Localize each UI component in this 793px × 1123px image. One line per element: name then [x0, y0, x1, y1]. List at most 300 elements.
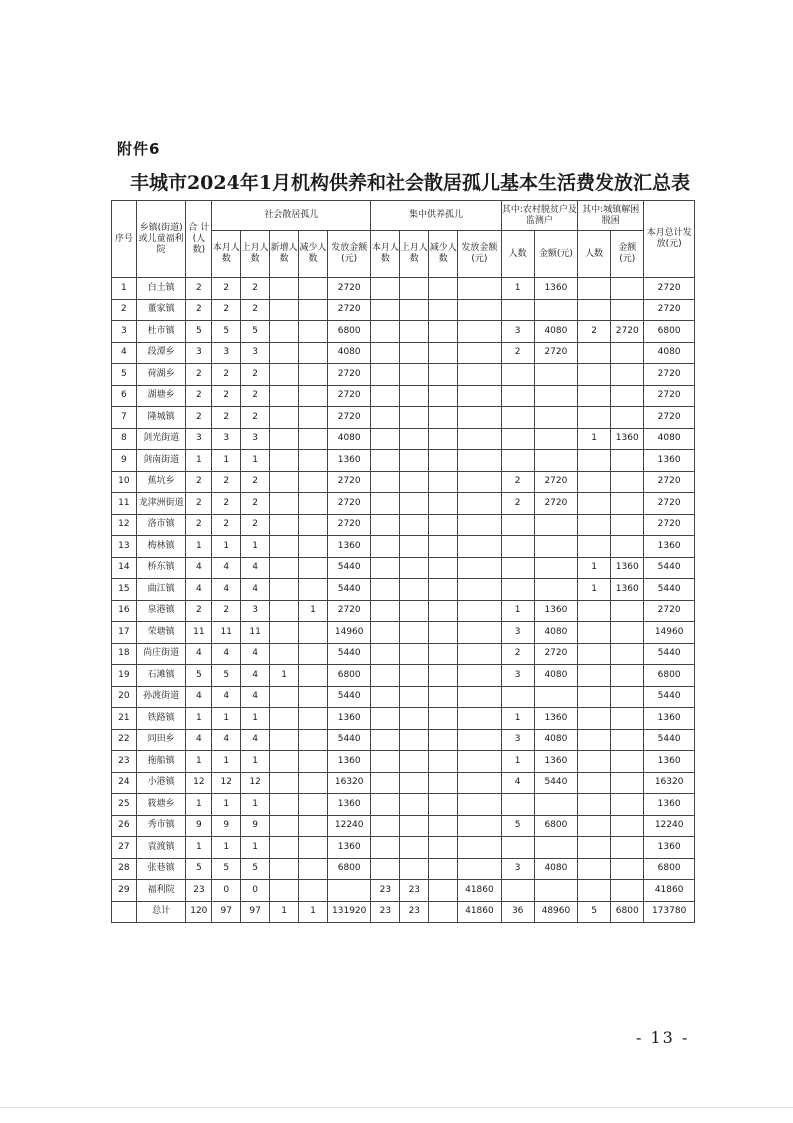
table-cell	[371, 600, 400, 622]
table-cell: 1	[578, 557, 611, 579]
table-cell: 梅林镇	[136, 536, 186, 558]
table-cell: 2720	[327, 364, 370, 386]
table-cell	[458, 514, 501, 536]
table-cell	[429, 321, 458, 343]
table-cell	[501, 299, 534, 321]
header-row-1	[112, 201, 695, 231]
table-cell: 5	[241, 858, 270, 880]
table-cell	[458, 772, 501, 794]
table-row	[112, 536, 695, 558]
table-cell: 2	[212, 471, 241, 493]
table-cell: 1	[186, 708, 212, 730]
table-cell	[270, 579, 299, 601]
table-cell: 2720	[644, 299, 695, 321]
table-cell: 5	[212, 858, 241, 880]
table-cell: 24	[112, 772, 137, 794]
table-cell	[400, 407, 429, 429]
table-cell	[270, 536, 299, 558]
table-cell: 4	[212, 686, 241, 708]
table-cell	[534, 536, 577, 558]
table-cell	[458, 729, 501, 751]
table-cell	[371, 622, 400, 644]
table-cell	[534, 407, 577, 429]
table-cell: 5440	[327, 557, 370, 579]
table-cell	[578, 751, 611, 773]
table-cell: 1360	[327, 450, 370, 472]
table-cell: 4080	[534, 321, 577, 343]
table-cell	[429, 557, 458, 579]
table-cell	[458, 342, 501, 364]
table-cell	[270, 471, 299, 493]
page-title: 丰城市2024年1月机构供养和社会散居孤儿基本生活费发放汇总表	[129, 172, 691, 194]
table-cell	[400, 471, 429, 493]
table-cell	[270, 493, 299, 515]
table-cell: 2	[578, 321, 611, 343]
table-cell: 11	[241, 622, 270, 644]
header-amount: 发放金额(元)	[458, 231, 501, 278]
table-cell: 剑光街道	[136, 428, 186, 450]
table-cell: 1	[241, 450, 270, 472]
header-rural: 其中:农村脱贫户及监测户	[501, 201, 577, 231]
table-cell: 5440	[644, 729, 695, 751]
table-cell: 2	[501, 493, 534, 515]
table-cell	[270, 514, 299, 536]
table-cell	[611, 342, 644, 364]
table-cell: 14960	[644, 622, 695, 644]
table-cell: 1	[241, 751, 270, 773]
table-cell	[429, 493, 458, 515]
table-cell: 1	[241, 536, 270, 558]
table-cell: 1	[241, 837, 270, 859]
table-cell	[299, 536, 328, 558]
table-cell	[270, 794, 299, 816]
table-cell: 铁路镇	[136, 708, 186, 730]
table-cell: 4080	[534, 622, 577, 644]
table-cell: 1	[186, 837, 212, 859]
header-seq: 序号	[112, 201, 137, 278]
table-cell	[371, 407, 400, 429]
table-body	[112, 278, 695, 923]
table-cell	[400, 815, 429, 837]
table-cell	[458, 643, 501, 665]
table-cell	[501, 794, 534, 816]
table-cell: 2	[241, 299, 270, 321]
table-cell: 6800	[534, 815, 577, 837]
table-cell	[371, 751, 400, 773]
table-cell: 4080	[534, 665, 577, 687]
table-cell: 3	[241, 428, 270, 450]
table-cell	[270, 815, 299, 837]
table-cell: 25	[112, 794, 137, 816]
table-cell: 5	[212, 321, 241, 343]
table-cell: 1	[299, 600, 328, 622]
table-cell: 2	[212, 278, 241, 300]
table-cell: 剑南街道	[136, 450, 186, 472]
table-cell	[429, 665, 458, 687]
table-row	[112, 643, 695, 665]
table-cell	[299, 407, 328, 429]
table-row	[112, 321, 695, 343]
table-cell: 1	[501, 708, 534, 730]
table-cell	[327, 880, 370, 902]
table-cell	[400, 428, 429, 450]
table-cell: 2720	[644, 514, 695, 536]
table-cell	[578, 536, 611, 558]
table-cell: 4	[186, 729, 212, 751]
table-cell: 3	[501, 622, 534, 644]
table-cell: 13	[112, 536, 137, 558]
table-cell: 段潭乡	[136, 342, 186, 364]
table-cell	[458, 600, 501, 622]
table-cell: 2720	[534, 342, 577, 364]
table-cell: 18	[112, 643, 137, 665]
total-row	[112, 901, 695, 923]
table-cell: 1	[212, 751, 241, 773]
table-cell: 湖塘乡	[136, 385, 186, 407]
table-cell	[371, 708, 400, 730]
table-cell	[299, 557, 328, 579]
table-cell	[501, 837, 534, 859]
table-cell	[578, 407, 611, 429]
table-cell	[270, 643, 299, 665]
table-cell	[299, 665, 328, 687]
table-cell: 2720	[644, 278, 695, 300]
table-cell	[578, 471, 611, 493]
table-cell: 6800	[611, 901, 644, 923]
table-cell: 9	[112, 450, 137, 472]
table-cell	[458, 686, 501, 708]
table-cell: 1360	[327, 837, 370, 859]
table-cell	[429, 299, 458, 321]
table-cell	[501, 385, 534, 407]
table-cell: 1	[112, 278, 137, 300]
table-cell: 1	[501, 600, 534, 622]
table-cell	[611, 622, 644, 644]
table-cell	[429, 686, 458, 708]
table-cell: 19	[112, 665, 137, 687]
table-cell: 41860	[458, 901, 501, 923]
table-cell: 3	[186, 428, 212, 450]
table-cell	[429, 858, 458, 880]
table-cell	[299, 364, 328, 386]
table-cell	[458, 751, 501, 773]
table-cell	[429, 880, 458, 902]
table-cell: 5	[501, 815, 534, 837]
table-cell: 5440	[644, 579, 695, 601]
table-cell: 1	[186, 751, 212, 773]
table-cell: 蕉坑乡	[136, 471, 186, 493]
table-cell	[400, 708, 429, 730]
table-cell: 1	[241, 794, 270, 816]
table-cell: 4	[186, 686, 212, 708]
table-cell: 4	[212, 643, 241, 665]
table-cell: 2	[186, 364, 212, 386]
header-town: 乡镇(街道)或儿童福利院	[136, 201, 186, 278]
table-cell	[578, 665, 611, 687]
table-cell: 6800	[644, 321, 695, 343]
table-cell	[611, 493, 644, 515]
table-cell	[578, 385, 611, 407]
table-cell	[429, 278, 458, 300]
table-cell: 2720	[327, 514, 370, 536]
table-cell: 23	[186, 880, 212, 902]
table-row	[112, 600, 695, 622]
table-cell: 5440	[327, 643, 370, 665]
header-added: 新增人数	[270, 231, 299, 278]
table-cell: 6800	[327, 665, 370, 687]
table-cell: 4	[186, 579, 212, 601]
table-cell: 9	[241, 815, 270, 837]
table-cell: 0	[212, 880, 241, 902]
table-cell: 5	[578, 901, 611, 923]
table-cell	[371, 299, 400, 321]
page-number: - 13 -	[636, 1028, 690, 1047]
table-cell	[299, 837, 328, 859]
table-cell	[371, 450, 400, 472]
table-cell	[578, 858, 611, 880]
table-cell: 3	[186, 342, 212, 364]
table-cell	[611, 385, 644, 407]
table-cell	[270, 880, 299, 902]
table-cell: 173780	[644, 901, 695, 923]
table-cell	[578, 600, 611, 622]
table-cell: 4080	[644, 428, 695, 450]
table-cell: 12240	[327, 815, 370, 837]
table-cell: 27	[112, 837, 137, 859]
table-cell: 2	[186, 278, 212, 300]
table-cell: 1	[212, 536, 241, 558]
table-cell	[611, 643, 644, 665]
table-cell: 120	[186, 901, 212, 923]
table-cell	[501, 428, 534, 450]
table-cell: 1360	[327, 708, 370, 730]
table-cell	[270, 858, 299, 880]
table-cell	[611, 858, 644, 880]
table-cell: 4	[241, 686, 270, 708]
table-cell: 5440	[327, 686, 370, 708]
table-cell	[299, 428, 328, 450]
table-cell: 2720	[644, 385, 695, 407]
header-reduced: 减少人数	[299, 231, 328, 278]
table-cell	[429, 600, 458, 622]
table-cell: 5	[186, 665, 212, 687]
table-cell	[299, 708, 328, 730]
table-cell	[371, 815, 400, 837]
table-cell	[578, 364, 611, 386]
table-cell	[534, 686, 577, 708]
table-cell	[458, 579, 501, 601]
table-cell	[299, 385, 328, 407]
table-cell	[270, 450, 299, 472]
table-cell: 1360	[534, 600, 577, 622]
table-cell: 2	[241, 471, 270, 493]
table-cell	[578, 450, 611, 472]
table-cell	[501, 364, 534, 386]
table-cell: 6800	[644, 858, 695, 880]
table-cell: 同田乡	[136, 729, 186, 751]
table-cell: 23	[400, 901, 429, 923]
table-cell: 22	[112, 729, 137, 751]
table-cell: 2720	[644, 364, 695, 386]
table-cell	[400, 665, 429, 687]
table-cell: 6	[112, 385, 137, 407]
table-cell	[429, 901, 458, 923]
table-cell	[400, 794, 429, 816]
table-cell: 小港镇	[136, 772, 186, 794]
table-cell	[371, 278, 400, 300]
table-cell	[400, 579, 429, 601]
table-row	[112, 837, 695, 859]
table-cell	[458, 815, 501, 837]
table-cell: 孙渡街道	[136, 686, 186, 708]
table-cell	[371, 858, 400, 880]
table-cell: 1360	[534, 708, 577, 730]
table-cell: 4	[241, 729, 270, 751]
table-cell: 3	[501, 858, 534, 880]
table-cell	[458, 557, 501, 579]
table-cell	[534, 428, 577, 450]
table-cell	[270, 600, 299, 622]
table-cell	[458, 364, 501, 386]
summary-table	[111, 200, 695, 923]
table-cell	[371, 428, 400, 450]
table-cell: 1	[501, 751, 534, 773]
table-cell: 6800	[327, 858, 370, 880]
table-cell	[299, 278, 328, 300]
table-cell: 12	[186, 772, 212, 794]
table-cell: 4080	[534, 858, 577, 880]
table-cell	[371, 772, 400, 794]
table-cell	[501, 450, 534, 472]
table-row	[112, 708, 695, 730]
table-cell	[400, 450, 429, 472]
table-cell	[501, 686, 534, 708]
table-cell	[299, 514, 328, 536]
table-cell: 1	[578, 579, 611, 601]
table-cell: 1	[299, 901, 328, 923]
table-row	[112, 858, 695, 880]
table-cell: 3	[501, 665, 534, 687]
table-row	[112, 342, 695, 364]
table-cell: 16	[112, 600, 137, 622]
table-cell	[400, 772, 429, 794]
table-cell: 董家镇	[136, 299, 186, 321]
table-cell: 12	[241, 772, 270, 794]
table-cell	[299, 880, 328, 902]
table-cell	[429, 364, 458, 386]
table-cell: 1360	[611, 579, 644, 601]
table-cell	[578, 342, 611, 364]
table-cell	[458, 837, 501, 859]
table-cell: 4	[241, 643, 270, 665]
table-cell: 0	[241, 880, 270, 902]
table-cell: 2720	[327, 493, 370, 515]
table-cell	[578, 794, 611, 816]
table-cell: 5440	[644, 643, 695, 665]
table-cell	[611, 471, 644, 493]
table-cell: 2	[186, 299, 212, 321]
table-cell: 2720	[327, 600, 370, 622]
table-cell	[534, 364, 577, 386]
table-cell: 1360	[327, 751, 370, 773]
table-cell	[611, 815, 644, 837]
table-cell: 桥东镇	[136, 557, 186, 579]
table-row	[112, 385, 695, 407]
header-money: 金额(元)	[534, 231, 577, 278]
table-cell: 3	[212, 428, 241, 450]
table-cell	[611, 600, 644, 622]
table-cell: 15	[112, 579, 137, 601]
table-cell	[270, 622, 299, 644]
table-cell	[534, 450, 577, 472]
table-cell: 5	[241, 321, 270, 343]
table-cell: 14	[112, 557, 137, 579]
table-cell	[611, 450, 644, 472]
table-cell: 4080	[327, 342, 370, 364]
table-row	[112, 622, 695, 644]
table-cell	[611, 794, 644, 816]
table-cell	[578, 815, 611, 837]
table-cell	[429, 536, 458, 558]
table-cell	[429, 579, 458, 601]
table-cell: 石滩镇	[136, 665, 186, 687]
table-cell: 2	[212, 600, 241, 622]
table-row	[112, 493, 695, 515]
table-cell: 41860	[644, 880, 695, 902]
table-cell	[611, 364, 644, 386]
table-cell	[429, 450, 458, 472]
table-cell	[371, 837, 400, 859]
table-cell	[371, 729, 400, 751]
table-cell: 曲江镇	[136, 579, 186, 601]
table-cell: 2	[241, 278, 270, 300]
table-cell	[429, 342, 458, 364]
table-cell: 泉港镇	[136, 600, 186, 622]
table-cell	[611, 407, 644, 429]
header-last-month: 上月人数	[241, 231, 270, 278]
table-cell	[112, 901, 137, 923]
table-cell	[371, 364, 400, 386]
table-row	[112, 299, 695, 321]
table-cell: 袁渡镇	[136, 837, 186, 859]
table-cell	[458, 665, 501, 687]
table-cell	[458, 278, 501, 300]
table-cell: 1360	[644, 536, 695, 558]
table-cell	[299, 299, 328, 321]
attachment-label: 附件6	[117, 140, 161, 158]
table-cell: 1	[270, 901, 299, 923]
table-cell	[501, 579, 534, 601]
table-cell: 秀市镇	[136, 815, 186, 837]
table-cell	[611, 837, 644, 859]
table-cell	[371, 514, 400, 536]
table-cell: 拖船镇	[136, 751, 186, 773]
table-cell: 6800	[327, 321, 370, 343]
table-cell: 12	[212, 772, 241, 794]
table-cell: 2720	[534, 471, 577, 493]
table-row	[112, 751, 695, 773]
table-cell: 17	[112, 622, 137, 644]
table-cell: 7	[112, 407, 137, 429]
table-cell	[611, 751, 644, 773]
table-cell: 2	[186, 471, 212, 493]
header-scattered: 社会散居孤儿	[212, 201, 371, 231]
table-cell: 张巷镇	[136, 858, 186, 880]
table-cell	[299, 493, 328, 515]
table-cell	[611, 729, 644, 751]
table-cell: 4	[186, 557, 212, 579]
table-row	[112, 450, 695, 472]
